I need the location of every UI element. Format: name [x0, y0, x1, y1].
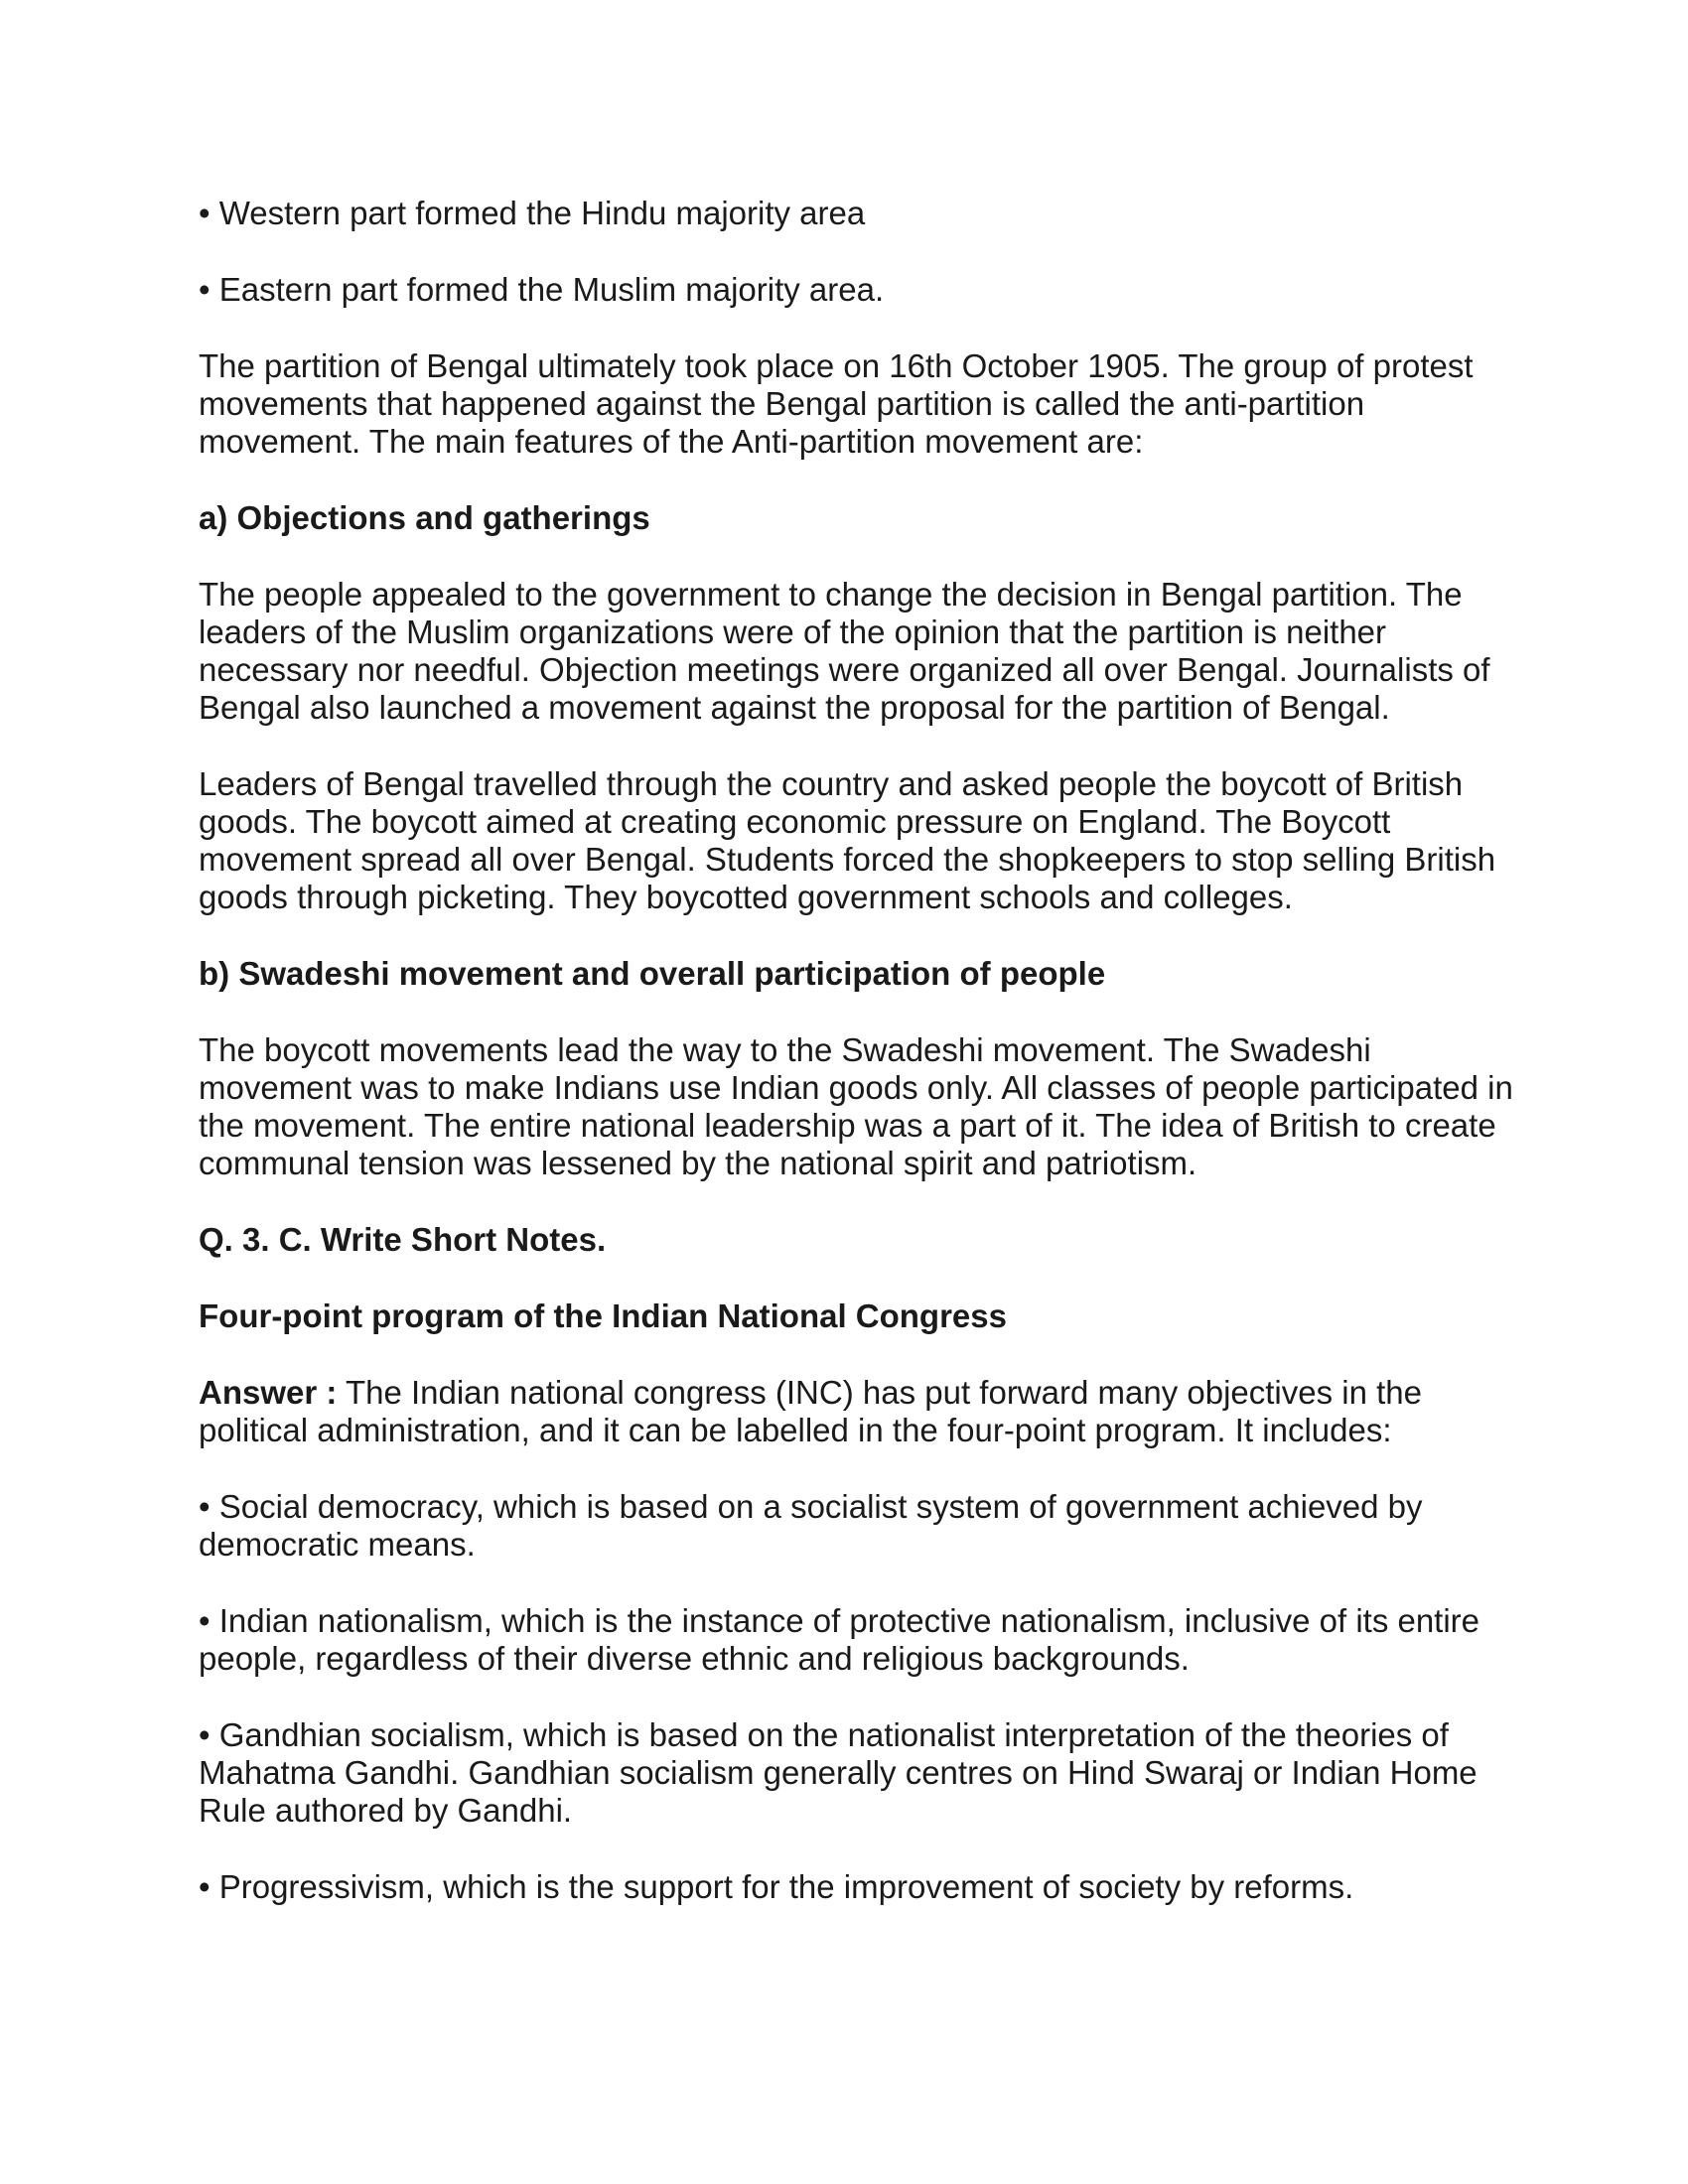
answer-label: Answer :: [199, 1374, 338, 1411]
bullet-item: • Western part formed the Hindu majority area: [199, 195, 866, 231]
bullet-item: • Eastern part formed the Muslim majority area.: [199, 271, 885, 308]
bullet-item: • Progressivism, which is the support for the improvement of society by reforms.: [199, 1868, 1354, 1905]
paragraph: The boycott movements lead the way to the Swadeshi movement. The Swadeshi movement was to make Indians use Indian goods only. All classes of people participated in the movement. The entire national leadership was a part of it. The idea of British to create communal tension was lessened by the national spirit and patriotism.: [199, 1031, 1513, 1181]
bullet-item: • Indian nationalism, which is the instance of protective nationalism, inclusive of its entire people, regardless of their diverse ethnic and religious backgrounds.: [199, 1602, 1480, 1677]
intro-paragraph: The partition of Bengal ultimately took place on 16th October 1905. The group of protest movements that happened against the Bengal partition is called the anti-partition movement. The main features of the Anti-partition movement are:: [199, 347, 1474, 460]
document-page: [199, 195, 1519, 1945]
bullet-item: • Gandhian socialism, which is based on the nationalist interpretation of the theories of Mahatma Gandhi. Gandhian socialism generally centres on Hind Swaraj or Indian Home Rule authored by Gandhi.: [199, 1716, 1477, 1829]
paragraph: The people appealed to the government to change the decision in Bengal partition. The leaders of the Muslim organizations were of the opinion that the partition is neither necessary nor needful. Objection meetings were organized all over Bengal. Journalists of Bengal also launched a movement against the proposal for the partition of Bengal.: [199, 576, 1490, 726]
answer-paragraph: [199, 1374, 1519, 1449]
section-a-heading: a) Objections and gatherings: [199, 499, 650, 536]
paragraph: Leaders of Bengal travelled through the country and asked people the boycott of British goods. The boycott aimed at creating economic pressure on England. The Boycott movement spread all over Bengal. Students forced the shopkeepers to stop selling British goods through picketing. They boycotted government schools and colleges.: [199, 765, 1496, 915]
question-subheading: Four-point program of the Indian National Congress: [199, 1297, 1007, 1334]
bullet-item: • Social democracy, which is based on a socialist system of government achieved by democratic means.: [199, 1488, 1423, 1563]
answer-text: The Indian national congress (INC) has put forward many objectives in the political administration, and it can be labelled in the four-point program. It includes:: [199, 1374, 1423, 1448]
question-heading: Q. 3. C. Write Short Notes.: [199, 1221, 607, 1258]
section-b-heading: b) Swadeshi movement and overall participation of people: [199, 955, 1106, 992]
